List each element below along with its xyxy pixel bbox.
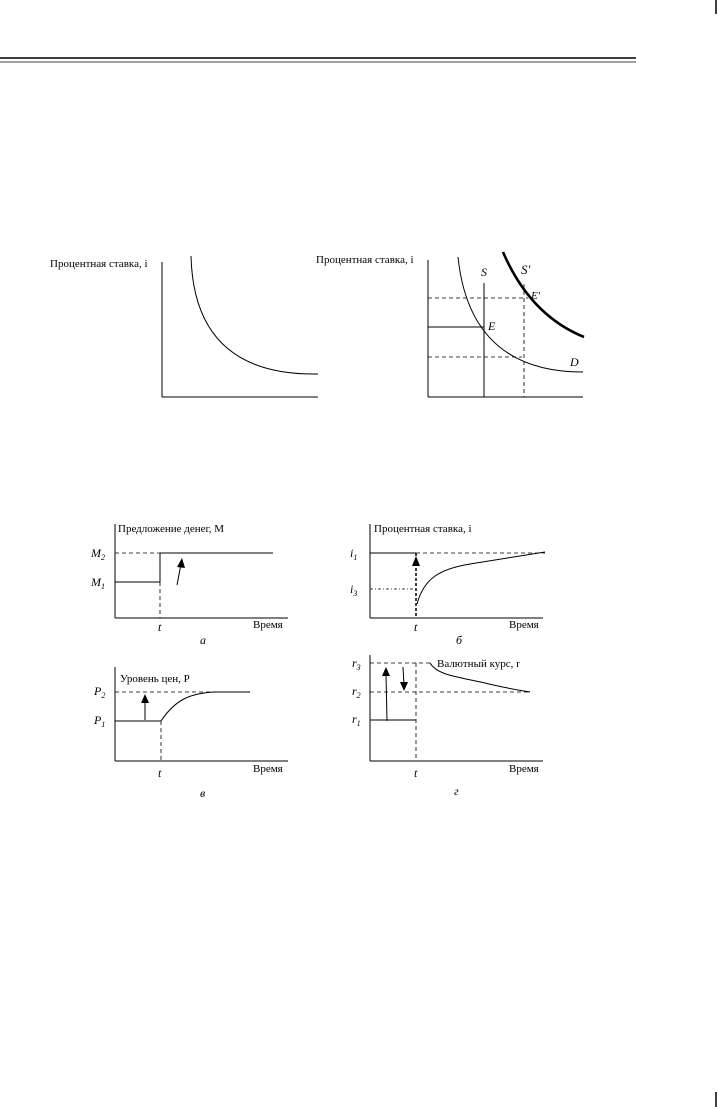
panel-a-title: Предложение денег, M: [118, 523, 225, 535]
panel-b-title: Процентная ставка, i: [374, 523, 472, 535]
panel-b-caption: б: [456, 633, 463, 647]
panel-b-rate-curve: [417, 552, 545, 604]
panel-a-caption: а: [200, 633, 206, 647]
label-D: D: [570, 355, 579, 369]
panel-a-tick-t: t: [158, 620, 162, 634]
panel-c: [93, 667, 288, 800]
panel-d-arrowhead-up: [382, 667, 390, 676]
panel-d-tick-r3: $r_3$: [352, 656, 361, 672]
panel-b-arrowhead: [412, 556, 420, 566]
panel-b: [350, 523, 545, 647]
demand-curve-chart: [50, 256, 318, 397]
panel-b-tick-i1: $i_1$: [350, 546, 358, 562]
chart2-ylabel: Процентная ставка, i: [316, 254, 414, 266]
panel-d-arrowhead-down: [400, 682, 408, 691]
label-E: E: [488, 319, 496, 333]
panel-c-tick-p1: $P_1$: [94, 713, 106, 729]
label-E-prime: E′: [531, 290, 541, 302]
panel-d-xlabel: Время: [509, 763, 539, 775]
panel-d-arrow-up: [386, 674, 387, 721]
label-S: S: [481, 265, 487, 279]
panel-b-xlabel: Время: [509, 619, 539, 631]
chart1-demand-curve: [191, 256, 318, 374]
panel-c-arrowhead: [141, 694, 149, 703]
panel-d-tick-r1: $r_1$: [352, 712, 361, 728]
panel-b-tick-i3: $i_3$: [350, 582, 358, 598]
panel-d-tick-t: t: [414, 766, 418, 780]
money-market-chart: [316, 252, 584, 397]
panel-d-tick-r2: $r_2$: [352, 684, 361, 700]
panel-a-arrowhead: [177, 558, 185, 568]
panel-c-price-curve: [161, 692, 250, 721]
panel-c-tick-t: t: [158, 766, 162, 780]
chart2-shifted-supply-curve: [503, 252, 584, 337]
panel-a: [90, 523, 288, 647]
panel-b-tick-t: t: [414, 620, 418, 634]
chart1-ylabel: Процентная ставка, i: [50, 258, 148, 270]
panel-c-caption: в: [200, 786, 206, 800]
panel-c-xlabel: Время: [253, 763, 283, 775]
label-S-prime: S′: [521, 262, 531, 277]
panel-d-title: Валютный курс, r: [437, 658, 520, 670]
panel-a-xlabel: Время: [253, 619, 283, 631]
panel-d: [352, 655, 543, 798]
panel-c-tick-p2: $P_2$: [94, 684, 106, 700]
panel-c-title: Уровень цен, P: [120, 673, 190, 685]
panel-d-caption: г: [454, 784, 459, 798]
panel-a-tick-m2: $M_2$: [91, 546, 105, 562]
panel-a-tick-m1: $M_1$: [91, 575, 105, 591]
